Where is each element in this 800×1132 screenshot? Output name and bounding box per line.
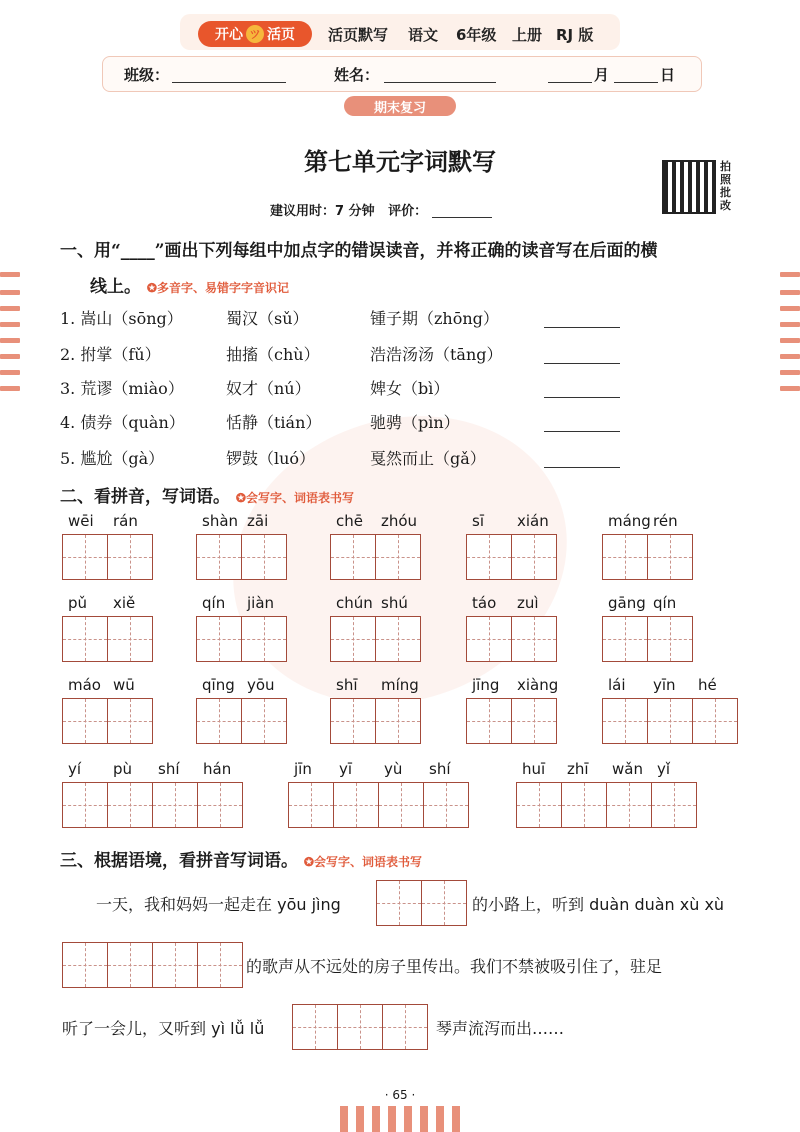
pinyin-syllable: chē <box>336 512 363 530</box>
page-stripe <box>340 1106 348 1132</box>
writing-cell[interactable] <box>62 782 108 828</box>
answer-grid-yilvlv[interactable] <box>292 1004 427 1050</box>
margin-stripe <box>0 370 20 375</box>
writing-cell[interactable] <box>107 534 153 580</box>
answer-grid[interactable] <box>330 698 420 744</box>
writing-cell[interactable] <box>196 534 242 580</box>
page-stripe <box>420 1106 428 1132</box>
reading-item: 恬静（tián） <box>226 413 322 432</box>
section2-note: ✪会写字、词语表书写 <box>235 491 354 505</box>
review-tag: 期末复习 <box>344 96 456 116</box>
margin-stripe <box>780 338 800 343</box>
pinyin-yilvlv: yì lǚ lǚ <box>211 1019 265 1038</box>
answer-grid[interactable] <box>330 534 420 580</box>
answer-grid[interactable] <box>196 616 286 662</box>
volume: 上册 <box>512 26 543 44</box>
answer-grid[interactable] <box>516 782 696 828</box>
writing-cell[interactable] <box>376 880 422 926</box>
writing-cell[interactable] <box>375 534 421 580</box>
pinyin-syllable: pù <box>113 760 133 778</box>
writing-cell[interactable] <box>330 698 376 744</box>
day-label: 日 <box>660 66 676 84</box>
context-line3-a: 听了一会儿，又听到 yì lǚ lǚ <box>62 1019 265 1038</box>
grade: 6年级 <box>456 26 497 44</box>
writing-cell[interactable] <box>196 698 242 744</box>
writing-cell[interactable] <box>330 534 376 580</box>
answer-grid[interactable] <box>288 782 468 828</box>
product-name: 活页默写 <box>328 26 389 44</box>
writing-cell[interactable] <box>330 616 376 662</box>
writing-cell[interactable] <box>651 782 697 828</box>
writing-cell[interactable] <box>602 534 648 580</box>
writing-cell[interactable] <box>692 698 738 744</box>
answer-grid-youjing[interactable] <box>376 880 466 926</box>
day-field[interactable] <box>614 64 658 83</box>
answer-grid[interactable] <box>602 698 737 744</box>
class-label: 班级： <box>124 66 170 84</box>
answer-grid[interactable] <box>62 782 242 828</box>
writing-cell[interactable] <box>423 782 469 828</box>
reading-item: 锣鼓（luó） <box>226 449 316 468</box>
pinyin-syllable: zāi <box>247 512 269 530</box>
writing-cell[interactable] <box>197 942 243 988</box>
writing-cell[interactable] <box>152 782 198 828</box>
margin-stripe <box>0 272 20 277</box>
section2-title: 二、看拼音，写词语。 ✪会写字、词语表书写 <box>60 487 354 507</box>
pinyin-syllable: chún <box>336 594 373 612</box>
writing-cell[interactable] <box>196 616 242 662</box>
pinyin-syllable: míng <box>381 676 419 694</box>
margin-stripe <box>780 354 800 359</box>
pinyin-syllable: lái <box>608 676 626 694</box>
reading-item: 抽搐（chù） <box>226 345 320 364</box>
context-line2: 的歌声从不远处的房子里传出。我们不禁被吸引住了，驻足 <box>246 957 663 976</box>
margin-stripe <box>780 386 800 391</box>
writing-cell[interactable] <box>606 782 652 828</box>
name-label: 姓名： <box>334 66 380 84</box>
answer-grid[interactable] <box>196 534 286 580</box>
answer-grid[interactable] <box>62 616 152 662</box>
page-number: · 65 · <box>384 1088 416 1102</box>
page-stripe <box>404 1106 412 1132</box>
pinyin-syllable: jiàn <box>247 594 275 612</box>
writing-cell[interactable] <box>62 942 108 988</box>
writing-cell[interactable] <box>466 698 512 744</box>
pinyin-syllable: sī <box>472 512 484 530</box>
answer-line[interactable] <box>544 396 620 398</box>
answer-grid[interactable] <box>466 698 556 744</box>
month-label: 月 <box>594 66 610 84</box>
writing-cell[interactable] <box>197 782 243 828</box>
writing-cell[interactable] <box>511 698 557 744</box>
pinyin-syllable: yí <box>68 760 82 778</box>
margin-stripe <box>780 322 800 327</box>
pinyin-syllable: shàn <box>202 512 239 530</box>
writing-cell[interactable] <box>382 1004 428 1050</box>
section1-title: 一、用“____”画出下列每组中加点字的错误读音，并将正确的读音写在后面的横 <box>60 241 658 261</box>
pinyin-syllable: yǐ <box>657 760 671 778</box>
pinyin-syllable: qín <box>653 594 677 612</box>
smile-icon: ツ <box>246 25 264 43</box>
writing-cell[interactable] <box>375 698 421 744</box>
pinyin-syllable: yī <box>339 760 353 778</box>
writing-cell[interactable] <box>107 782 153 828</box>
qr-caption: 拍照批改 <box>720 160 731 212</box>
subject: 语文 <box>408 26 439 44</box>
answer-grid[interactable] <box>196 698 286 744</box>
pinyin-syllable: yīn <box>653 676 676 694</box>
margin-stripe <box>780 290 800 295</box>
pinyin-syllable: shī <box>336 676 358 694</box>
pinyin-syllable: hán <box>203 760 232 778</box>
pinyin-syllable: qīng <box>202 676 235 694</box>
writing-cell[interactable] <box>375 616 421 662</box>
writing-cell[interactable] <box>378 782 424 828</box>
writing-cell[interactable] <box>241 534 287 580</box>
writing-cell[interactable] <box>62 698 108 744</box>
section1-title-line2: 线上。 ✪多音字、易错字字音识记 <box>90 277 289 297</box>
writing-cell[interactable] <box>466 534 512 580</box>
pinyin-syllable: zhóu <box>381 512 418 530</box>
edition: RJ 版 <box>556 26 594 44</box>
writing-cell[interactable] <box>241 698 287 744</box>
writing-cell[interactable] <box>602 616 648 662</box>
pinyin-syllable: xiàng <box>517 676 559 694</box>
context-line1-a: 一天，我和妈妈一起走在 yōu jìng <box>96 895 341 914</box>
writing-cell[interactable] <box>421 880 467 926</box>
pinyin-syllable: shí <box>158 760 180 778</box>
pinyin-syllable: yù <box>384 760 403 778</box>
writing-cell[interactable] <box>333 782 379 828</box>
pinyin-syllable: rén <box>653 512 678 530</box>
pinyin-syllable: táo <box>472 594 497 612</box>
writing-cell[interactable] <box>241 616 287 662</box>
brand-logo: 开心 ツ 活页 <box>198 21 312 47</box>
writing-cell[interactable] <box>107 698 153 744</box>
section1-note: ✪多音字、易错字字音识记 <box>146 281 289 295</box>
reading-item: 4. 债券（quàn） <box>60 413 185 432</box>
margin-stripe <box>0 322 20 327</box>
context-line1-b: 的小路上，听到 duàn duàn xù xù <box>472 895 725 914</box>
margin-stripe <box>780 272 800 277</box>
pinyin-syllable: zuì <box>517 594 539 612</box>
pinyin-syllable: wǎn <box>612 760 643 778</box>
answer-grid[interactable] <box>602 616 692 662</box>
pinyin-syllable: huī <box>522 760 546 778</box>
reading-item: 2. 拊掌（fǔ） <box>60 345 161 364</box>
answer-line[interactable] <box>544 430 620 432</box>
writing-cell[interactable] <box>152 942 198 988</box>
writing-cell[interactable] <box>516 782 562 828</box>
writing-cell[interactable] <box>647 616 693 662</box>
writing-cell[interactable] <box>511 534 557 580</box>
page-stripe <box>372 1106 380 1132</box>
pinyin-youjing: yōu jìng <box>277 895 341 914</box>
pinyin-syllable: gāng <box>608 594 646 612</box>
month-field[interactable] <box>548 64 592 83</box>
writing-cell[interactable] <box>288 782 334 828</box>
writing-cell[interactable] <box>647 534 693 580</box>
page-stripe <box>388 1106 396 1132</box>
qr-code-icon[interactable] <box>662 160 716 214</box>
page-stripe <box>436 1106 444 1132</box>
margin-stripe <box>780 306 800 311</box>
answer-line[interactable] <box>544 362 620 364</box>
reading-item: 驰骋（pìn） <box>370 413 460 432</box>
context-line3-b: 琴声流泻而出…… <box>436 1019 565 1038</box>
page-title: 第七单元字词默写 <box>304 147 496 176</box>
pinyin-syllable: jīng <box>472 676 500 694</box>
writing-cell[interactable] <box>62 616 108 662</box>
writing-cell[interactable] <box>602 698 648 744</box>
reading-item: 蜀汉（sǔ） <box>226 309 309 328</box>
section3-note: ✪会写字、词语表书写 <box>303 855 422 869</box>
pinyin-syllable: jīn <box>294 760 312 778</box>
reading-item: 戛然而止（gǎ） <box>370 449 486 468</box>
pinyin-syllable: shú <box>381 594 408 612</box>
margin-stripe <box>0 386 20 391</box>
pinyin-syllable: qín <box>202 594 226 612</box>
answer-grid[interactable] <box>466 616 556 662</box>
page-stripe <box>452 1106 460 1132</box>
answer-grid-duanduanxuxu[interactable] <box>62 942 242 988</box>
pinyin-syllable: xián <box>517 512 549 530</box>
writing-cell[interactable] <box>62 534 108 580</box>
pinyin-syllable: pǔ <box>68 594 88 612</box>
reading-item: 5. 尴尬（gà） <box>60 449 165 468</box>
pinyin-duanduanxuxu: duàn duàn xù xù <box>589 895 725 914</box>
writing-cell[interactable] <box>107 616 153 662</box>
pinyin-syllable: hé <box>698 676 717 694</box>
margin-stripe <box>0 354 20 359</box>
writing-cell[interactable] <box>647 698 693 744</box>
margin-stripe <box>0 290 20 295</box>
answer-grid[interactable] <box>62 534 152 580</box>
class-field[interactable] <box>172 64 286 83</box>
pinyin-syllable: wū <box>113 676 135 694</box>
writing-cell[interactable] <box>561 782 607 828</box>
reading-item: 锺子期（zhōng） <box>370 309 499 328</box>
pinyin-syllable: xiě <box>113 594 136 612</box>
answer-grid[interactable] <box>62 698 152 744</box>
pinyin-syllable: zhī <box>567 760 589 778</box>
writing-cell[interactable] <box>511 616 557 662</box>
pinyin-syllable: máo <box>68 676 101 694</box>
name-field[interactable] <box>384 64 496 83</box>
page-stripe <box>356 1106 364 1132</box>
pinyin-syllable: shí <box>429 760 451 778</box>
reading-item: 浩浩汤汤（tāng） <box>370 345 503 364</box>
reading-item: 1. 嵩山（sōng） <box>60 309 183 328</box>
reading-item: 3. 荒谬（miào） <box>60 379 184 398</box>
section3-title: 三、根据语境，看拼音写词语。 ✪会写字、词语表书写 <box>60 851 422 871</box>
reading-item: 奴才（nú） <box>226 379 311 398</box>
writing-cell[interactable] <box>107 942 153 988</box>
evaluation-field[interactable] <box>432 217 492 218</box>
answer-grid[interactable] <box>330 616 420 662</box>
pinyin-syllable: rán <box>113 512 138 530</box>
margin-stripe <box>0 338 20 343</box>
pinyin-syllable: yōu <box>247 676 275 694</box>
writing-cell[interactable] <box>337 1004 383 1050</box>
answer-line[interactable] <box>544 326 620 328</box>
answer-line[interactable] <box>544 466 620 468</box>
answer-grid[interactable] <box>602 534 692 580</box>
writing-cell[interactable] <box>292 1004 338 1050</box>
time-suggestion: 建议用时：7 分钟 评价： <box>270 200 492 219</box>
margin-stripe <box>780 370 800 375</box>
pinyin-syllable: máng <box>608 512 651 530</box>
reading-item: 婢女（bì） <box>370 379 450 398</box>
pinyin-syllable: wēi <box>68 512 94 530</box>
answer-grid[interactable] <box>466 534 556 580</box>
writing-cell[interactable] <box>466 616 512 662</box>
margin-stripe <box>0 306 20 311</box>
